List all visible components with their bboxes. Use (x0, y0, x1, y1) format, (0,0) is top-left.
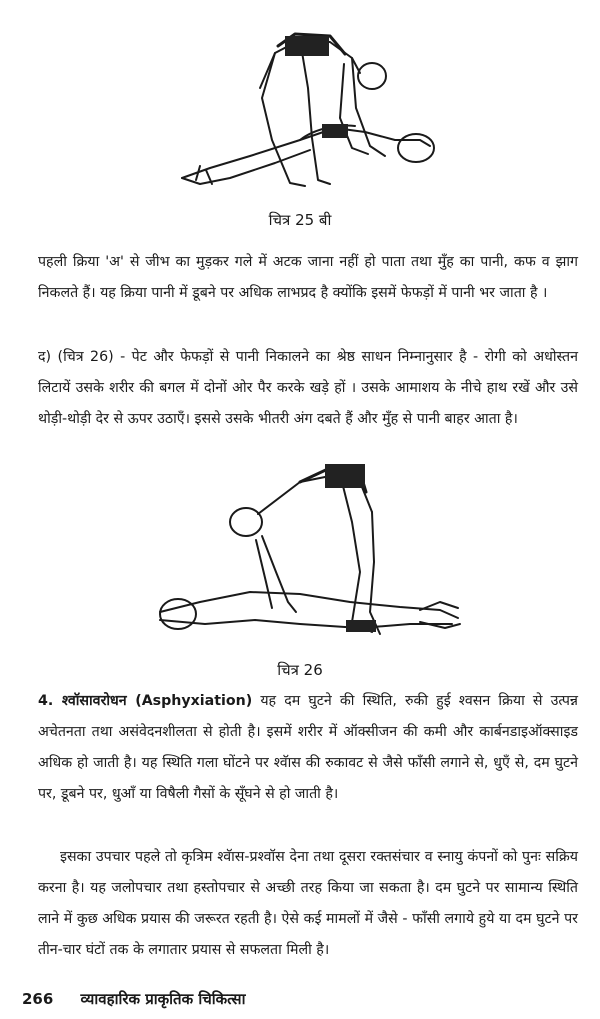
figure-25b-caption: चित्र 25 बी (268, 211, 332, 229)
page-footer (22, 989, 245, 1009)
paragraph-3-text: यह दम घुटने की स्थिति, रुकी हुई श्वसन क्रिया से उत्पन्न अचेतनता तथा असंवेदनशीलता से होती है। इसमें शरीर में ऑक्सीजन की कमी और कार्बनडाइऑक्साइड अधिक हो जाती है। यह स्थिति गला घोंटने पर श्वॅास की रुकावट से जैसे फाँसी लगाने से, धुएँ से, दम घुटने पर, डूबने पर, धुआँ या विषैली गैसों के सूँघने से हो जाती है। (38, 693, 578, 802)
page-number: 266 (22, 990, 54, 1008)
figure-25b-illustration (0, 28, 600, 198)
book-title: व्यावहारिक प्राकृतिक चिकित्सा (80, 990, 246, 1008)
standing-head (230, 508, 262, 536)
paragraph-4: इसका उपचार पहले तो कृत्रिम श्वॅास-प्रश्वॉस देना तथा दूसरा रक्तसंचार व स्नायु कंपनों को पुनः सक्रिय करना है। यह जलोपचार तथा हस्तोपचार से अच्छी तरह किया जा सकता है। दम घुटने पर सामान्य स्थिति लाने में कुछ अधिक प्रयास की जरूरत रहती है। ऐसे कई मामलों में जैसे - फाँसी लगाये हुये या दम घुटने पर तीन-चार घंटों तक के लगातार प्रयास से सफलता मिली है। (38, 849, 578, 958)
section-heading-asphyxiation: 4. श्वॉसावरोधन (Asphyxiation) (38, 693, 253, 709)
paragraph-3 (38, 686, 578, 810)
shorts-shape (285, 36, 329, 56)
paragraph-2: द) (चित्र 26) - पेट और फेफड़ों से पानी निकालने का श्रेष्ठ साधन निम्नानुसार है - रोगी को अधोस्तन लिटायें उसके शरीर की बगल में दोनों ओर पैर करके खड़े हों । उसके आमाशय के नीचे हाथ रखें और उसे थोड़ी-थोड़ी देर से ऊपर उठाएँ। इससे उसके भीतरी अंग दबते हैं और मुँह से पानी बाहर आता है। (38, 349, 578, 427)
figure-26-illustration (0, 452, 600, 652)
figure-26-caption: चित्र 26 (277, 661, 323, 679)
lying-person-2 (160, 592, 458, 618)
paragraph-1: पहली क्रिया 'अ' से जीभ का मुड़कर गले में अटक जाना नहीं हो पाता तथा मुँह का पानी, कफ व झाग निकलते हैं। यह क्रिया पानी में डूबने पर अधिक लाभप्रद है क्योंकि इसमें फेफड़ों में पानी भर जाता है । (38, 254, 578, 301)
